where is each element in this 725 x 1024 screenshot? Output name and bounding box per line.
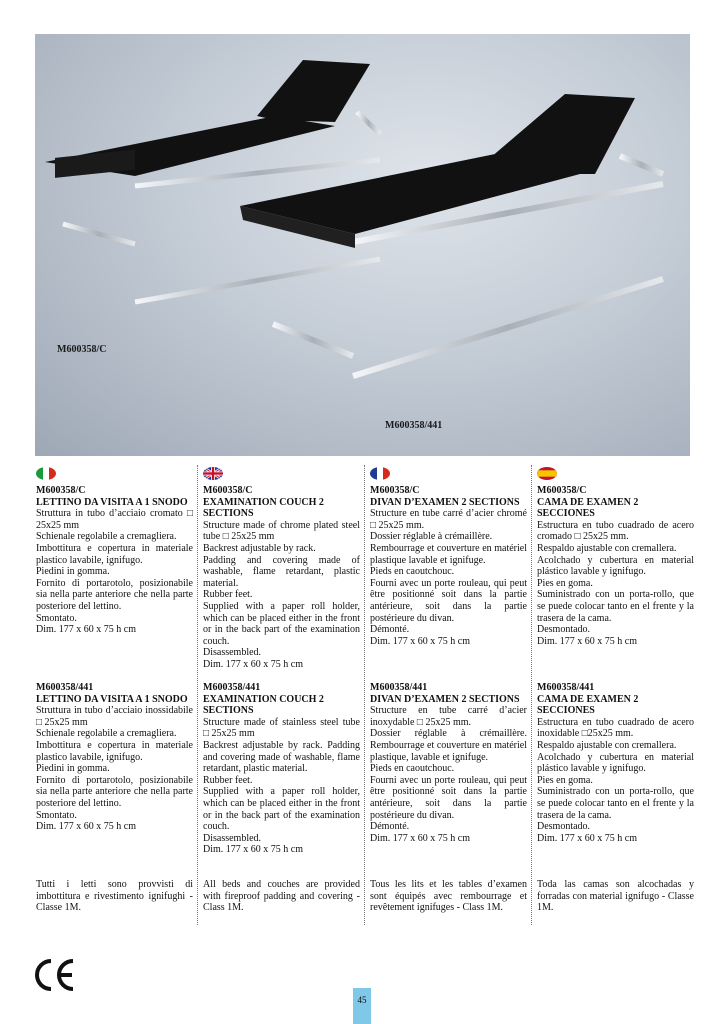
spanish-441-block (537, 682, 694, 844)
description-line: Supplied with a paper roll holder, which can be placed either in the front or in the back part of the examination couch. (203, 786, 360, 833)
column-divider (531, 465, 532, 925)
french-441-block (370, 682, 527, 844)
product-code: M600358/441 (537, 682, 595, 693)
ce-mark-icon (33, 958, 77, 992)
dimensions: Dim. 177 x 60 x 75 h cm (370, 832, 470, 844)
description-line: Fornito di portarotolo, posizionabile sia nella parte anteriore che nella parte posteriore del lettino. (36, 774, 193, 809)
description-line: Desmontado. (537, 821, 591, 833)
dimensions: Dim. 177 x 60 x 75 h cm (203, 658, 303, 670)
dimensions: Dim. 177 x 60 x 75 h cm (370, 635, 470, 647)
italian-c-block (36, 485, 193, 636)
description-line: Estructura en tubo cuadrado de acero cromado □ 25x25 mm. (537, 519, 694, 543)
description-line: Pies en goma. (537, 774, 593, 786)
page-number: 45 (357, 995, 367, 1005)
french-c-block (370, 485, 527, 647)
fireproof-note-english: All beds and couches are provided with fireproof padding and covering - Class 1M. (203, 879, 360, 914)
description-line: Suministrado con un porta-rollo, que se puede colocar tanto en el frente y la trasera de la cama. (537, 589, 694, 624)
english-441-block (203, 682, 360, 856)
dimensions: Dim. 177 x 60 x 75 h cm (203, 844, 303, 856)
description-line: Rubber feet. (203, 589, 253, 601)
france-flag-icon (370, 467, 390, 480)
description-line: Structure made of stainless steel tube □ 25x25 mm (203, 716, 360, 740)
description-line: Imbottitura e copertura in materiale plastico lavabile, ignifugo. (36, 542, 193, 566)
product-code: M600358/C (537, 485, 587, 496)
description-line: Respaldo ajustable con cremallera. (537, 739, 677, 751)
uk-flag-icon (203, 467, 223, 480)
description-line: Piedini in gomma. (36, 566, 110, 578)
description-line: Imbottitura e copertura in materiale plastico lavabile, ignifugo. (36, 739, 193, 763)
product-code: M600358/C (36, 485, 86, 496)
description-line: Piedini in gomma. (36, 763, 110, 775)
description-line: Struttura in tubo d’acciaio cromato □ 25x25 mm (36, 508, 193, 531)
product-code: M600358/441 (370, 682, 428, 693)
product-title: CAMA DE EXAMEN 2 SECCIONES (537, 496, 639, 520)
label-m600358-441: M600358/441 (385, 420, 443, 431)
description-line: Suministrado con un porta-rollo, que se puede colocar tanto en el frente y la trasera de la cama. (537, 786, 694, 821)
product-code: M600358/C (370, 485, 420, 496)
examination-couches-illustration (35, 34, 690, 456)
italy-flag-icon (36, 467, 56, 480)
description-line: Backrest adjustable by rack. (203, 542, 316, 554)
dimensions: Dim. 177 x 60 x 75 h cm (537, 635, 637, 647)
description-line: Structure en tube carré d’acier chromé □ 25x25 mm. (370, 508, 527, 531)
description-line: Structure en tube carré d’acier inoxydable □ 25x25 mm. (370, 705, 527, 728)
description-line: Dossier réglable à crémaillère. Rembourrage et couverture en matériel plastique, lavable et ignifuge. (370, 728, 527, 763)
description-line: Fourni avec un porte rouleau, qui peut être positionné soit dans la partie antérieure, soit dans la partie postérieure du divan. (370, 774, 527, 821)
description-line: Padding and covering made of washable, flame retardant, plastic material. (203, 554, 360, 589)
description-line: Dossier réglable à crémaillère. (370, 531, 493, 543)
description-line: Acolchado y cubertura en material plástico lavable y ignifugo. (537, 751, 694, 775)
product-title: DIVAN D’EXAMEN 2 SECTIONS (370, 693, 520, 705)
description-line: Démonté. (370, 821, 410, 833)
dimensions: Dim. 177 x 60 x 75 h cm (537, 832, 637, 844)
description-line: Smontato. (36, 612, 77, 624)
description-line: Desmontado. (537, 624, 591, 636)
description-line: Rembourrage et couverture en matériel plastique lavable et ignifuge. (370, 542, 527, 566)
fireproof-note-french: Tous les lits et les tables d’examen sont équipés avec rembourrage et revêtement ignifuges - Class 1M. (370, 879, 527, 914)
description-line: Fourni avec un porte rouleau, qui peut être positionné soit dans la partie antérieure, soit dans la partie postérieure du divan. (370, 577, 527, 624)
description-line: Fornito di portarotolo, posizionabile sia nella parte anteriore che nella parte posteriore del lettino. (36, 577, 193, 612)
page-number-tab (353, 988, 371, 1024)
description-line: Respaldo ajustable con cremallera. (537, 542, 677, 554)
description-line: Pieds en caoutchouc. (370, 566, 455, 578)
product-code: M600358/441 (36, 682, 94, 693)
description-line: Démonté. (370, 624, 410, 636)
description-line: Pies en goma. (537, 577, 593, 589)
description-line: Struttura in tubo d’acciaio inossidabile □ 25x25 mm (36, 705, 193, 728)
description-line: Acolchado y cubertura en material plástico lavable y ignifugo. (537, 554, 694, 578)
description-line: Rubber feet. (203, 774, 253, 786)
product-title: LETTINO DA VISITA A 1 SNODO (36, 693, 188, 705)
description-line: Estructura en tubo cuadrado de acero inoxidable □25x25 mm. (537, 716, 694, 740)
description-line: Disassembled. (203, 832, 262, 844)
product-title: DIVAN D’EXAMEN 2 SECTIONS (370, 496, 520, 508)
description-line: Pieds en caoutchouc. (370, 763, 455, 775)
product-title: CAMA DE EXAMEN 2 SECCIONES (537, 693, 639, 717)
product-title: LETTINO DA VISITA A 1 SNODO (36, 496, 188, 508)
product-photo (35, 34, 690, 456)
product-title: EXAMINATION COUCH 2 SECTIONS (203, 693, 324, 717)
fireproof-note-spanish: Toda las camas son alcochadas y forradas con material ignifugo - Classe 1M. (537, 879, 694, 914)
product-code: M600358/441 (203, 682, 261, 693)
english-c-block (203, 485, 360, 671)
description-line: Schienale regolabile a cremagliera. (36, 728, 177, 740)
fireproof-note-italian: Tutti i letti sono provvisti di imbottitura e rivestimento ignifughi - Classe 1M. (36, 879, 193, 914)
spanish-c-block (537, 485, 694, 647)
description-line: Schienale regolabile a cremagliera. (36, 531, 177, 543)
description-line: Smontato. (36, 809, 77, 821)
description-line: Structure made of chrome plated steel tube □ 25x25 mm (203, 519, 360, 543)
dimensions: Dim. 177 x 60 x 75 h cm (36, 624, 136, 636)
product-code: M600358/C (203, 485, 253, 496)
description-line: Backrest adjustable by rack. Padding and covering made of washable, flame retardant, plastic material. (203, 739, 360, 775)
label-m600358-c: M600358/C (57, 344, 107, 355)
column-divider (197, 465, 198, 925)
product-title: EXAMINATION COUCH 2 SECTIONS (203, 496, 324, 520)
description-line: Supplied with a paper roll holder, which can be placed either in the front or in the back part of the examination couch. (203, 600, 360, 647)
column-divider (364, 465, 365, 925)
spain-flag-icon (537, 467, 557, 480)
couch-back-padding (45, 60, 370, 178)
description-line: Disassembled. (203, 647, 262, 659)
dimensions: Dim. 177 x 60 x 75 h cm (36, 821, 136, 833)
italian-441-block (36, 682, 193, 833)
